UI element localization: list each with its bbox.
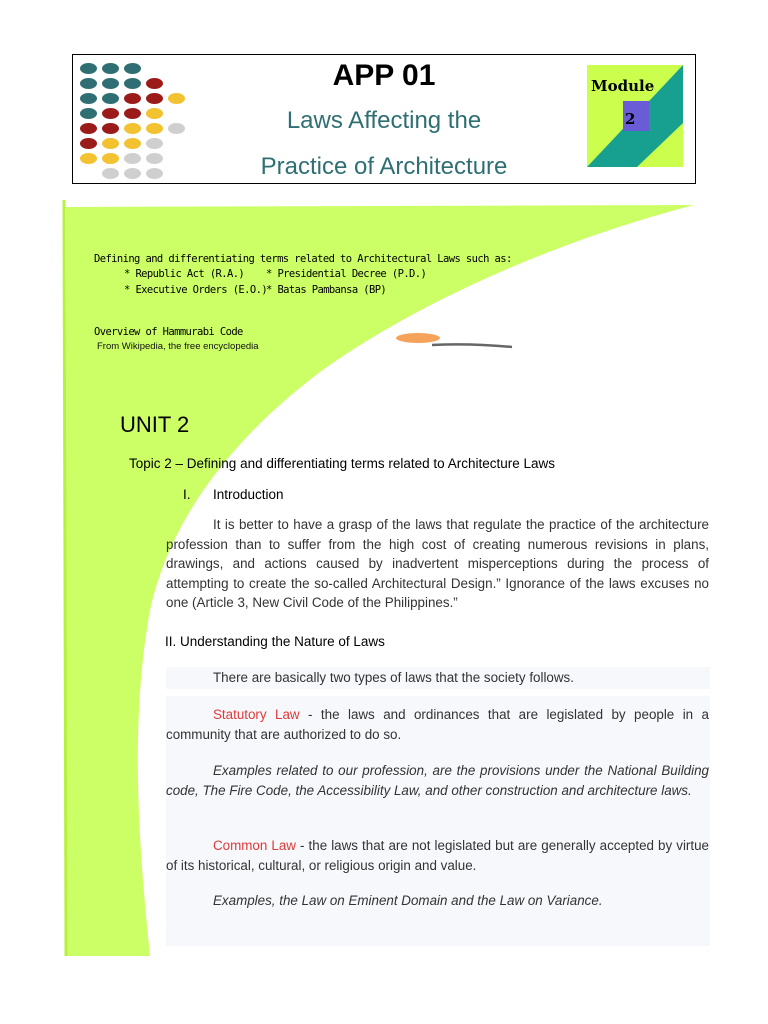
orange-ellipse-decor: [396, 333, 440, 343]
introduction-paragraph: It is better to have a grasp of the laws that regulate the practice of the architecture profession than to suffer from the high cost of creating numerous revisions in plans, drawings, and actions caused by inadvertent misperceptions during the process of attempting to create the so-called Architectural Design.” Ignorance of the laws excuses no one (Article 3, New Civil Code of the Philippines.”: [166, 517, 709, 611]
logo-dot: [124, 138, 141, 149]
course-code: APP 01: [332, 59, 436, 92]
section-number-i: I.: [183, 487, 191, 502]
topic-intro: Defining and differentiating terms related to Architectural Laws such as:: [94, 253, 512, 265]
course-title-line1: Laws Affecting the: [286, 107, 482, 134]
header-box: [72, 54, 696, 184]
logo-dot: [102, 93, 119, 104]
statutory-law-paragraph: Statutory Law - the laws and ordinances that are legislated by people in a community that are authorized to do so.: [166, 707, 709, 742]
logo-dot: [80, 93, 97, 104]
module-number: 2: [625, 110, 636, 128]
common-law-term: Common Law: [213, 838, 296, 853]
course-title-line2: Practice of Architecture: [260, 153, 508, 180]
unit-title: UNIT 2: [120, 412, 190, 437]
module-label: Module: [591, 77, 655, 95]
logo-dot: [146, 93, 163, 104]
logo-dot: [80, 138, 97, 149]
common-law-paragraph: Common Law - the laws that are not legislated but are generally accepted by virtue of its historical, cultural, or religious origin and value.: [166, 838, 709, 873]
topic-item-bp: * Batas Pambansa (BP): [266, 284, 387, 296]
logo-dot: [124, 93, 141, 104]
logo-dot: [168, 93, 185, 104]
types-of-laws-line: There are basically two types of laws that the society follows.: [213, 670, 574, 685]
logo-dot: [146, 138, 163, 149]
module-badge: [587, 65, 683, 167]
dash-decor: [432, 344, 512, 347]
common-law-examples: Examples, the Law on Eminent Domain and the Law on Variance.: [213, 893, 603, 908]
logo-dot: [102, 138, 119, 149]
statutory-law-examples: Examples related to our profession, are the provisions under the National Building code, The Fire Code, the Accessibility Law, and other construction and architecture laws.: [166, 763, 709, 798]
topic-heading: Topic 2 – Defining and differentiating terms related to Architecture Laws: [129, 456, 555, 471]
statutory-law-term: Statutory Law: [213, 707, 300, 722]
section-title-nature-of-laws: II. Understanding the Nature of Laws: [165, 634, 385, 649]
topic-item-pd: * Presidential Decree (P.D.): [266, 268, 427, 280]
topic-item-eo: * Executive Orders (E.O.): [124, 284, 268, 296]
section-title-introduction: Introduction: [213, 487, 284, 502]
topic-overview: Overview of Hammurabi Code: [94, 326, 243, 338]
source-note: From Wikipedia, the free encyclopedia: [97, 341, 259, 352]
topic-item-ra: * Republic Act (R.A.): [124, 268, 245, 280]
